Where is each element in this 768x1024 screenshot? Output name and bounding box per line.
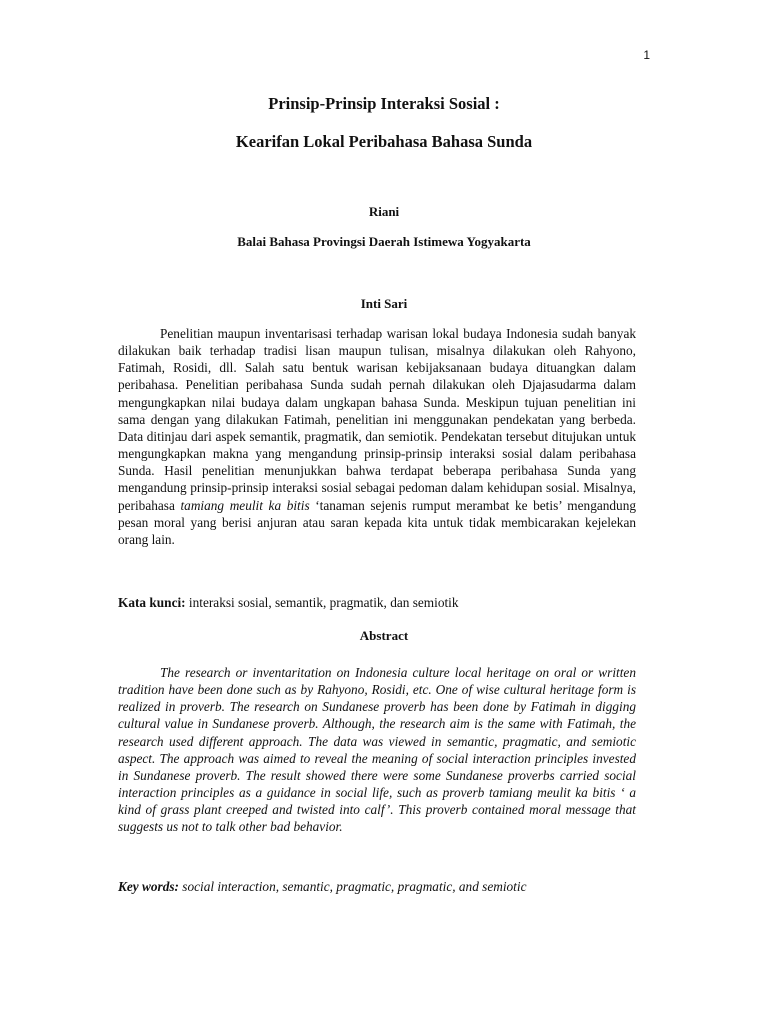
paper-title-line-1: Prinsip-Prinsip Interaksi Sosial : [268,94,500,113]
abstract-heading: Abstract [359,628,409,643]
key-words-label: Key words: [118,879,179,894]
intisari-text-part1: Penelitian maupun inventarisasi terhadap warisan lokal budaya Indonesia sudah banyak dilakukan baik terhadap tradisi lisan maupun tulisan, misalnya dilakukan oleh Rahyono, Fatimah, Rosidi, dll. Salah satu bentuk warisan kebijaksanaan budaya dituangkan dalam peribahasa. Penelitian peribahasa Sunda sudah pernah dilakukan oleh Djajasudarma dalam mengungkapkan nilai budaya dalam ungkapan bahasa Sunda. Meskipun tujuan penelitian ini sama dengan yang dilakukan Fatimah, penelitian ini menggunakan pendekatan yang berbeda. Data ditinjau dari aspek semantik, pragmatik, dan semiotik. Pendekatan tersebut ditujukan untuk mengungkapkan makna yang mengandung prinsip-prinsip interaksi sosial dalam peribahasa Sunda. Hasil penelitian menunjukkan bahwa terdapat beberapa peribahasa Sunda yang mengandung prinsip-prinsip interaksi sosial sebagai pedoman dalam kehidupan sosial. Misalnya, peribahasa [118,326,636,513]
page-number: 1 [643,48,650,62]
key-words-line [118,879,636,895]
kata-kunci-label: Kata kunci: [118,595,186,610]
intisari-text-part2: ‘tanaman sejenis rumput merambat ke betis’ mengandung pesan moral yang berisi anjuran atau saran kepada kita untuk tidak membicarakan kejelekan orang lain. [118,497,636,547]
kata-kunci-line [118,595,636,611]
intisari-paragraph [118,325,636,548]
abstract-paragraph: The research or inventaritation on Indonesia culture local heritage on oral or written tradition have been done such as by Rahyono, Rosidi, etc. One of wise cultural heritage form is realized in proverb. The research on Sundanese proverb has been done by Fatimah in digging cultural value in Sundanese proverb. Although, the research aim is the same with Fatimah, the research used different approach. The data was viewed in semantic, pragmatic, and semiotic aspect. The approach was aimed to reveal the meaning of social interaction principles invested in Sundanese proverb. The result showed there were some Sundanese proverbs carried social interaction principles as a guidance in social life, such as proverb tamiang meulit ka bitis ‘ a kind of grass plant creeped and twisted into calf’. This proverb contained moral message that suggests us not to talk other bad behavior. [118,665,636,835]
author-name: Riani [368,204,400,219]
key-words-value: social interaction, semantic, pragmatic, pragmatic, and semiotic [178,879,527,894]
paper-title-line-2: Kearifan Lokal Peribahasa Bahasa Sunda [235,132,533,151]
intisari-heading: Inti Sari [360,296,408,311]
author-affiliation: Balai Bahasa Provingsi Daerah Istimewa Yogyakarta [237,234,531,249]
kata-kunci-value: interaksi sosial, semantik, pragmatik, dan semiotik [185,595,459,610]
intisari-proverb: tamiang meulit ka bitis [180,497,310,513]
